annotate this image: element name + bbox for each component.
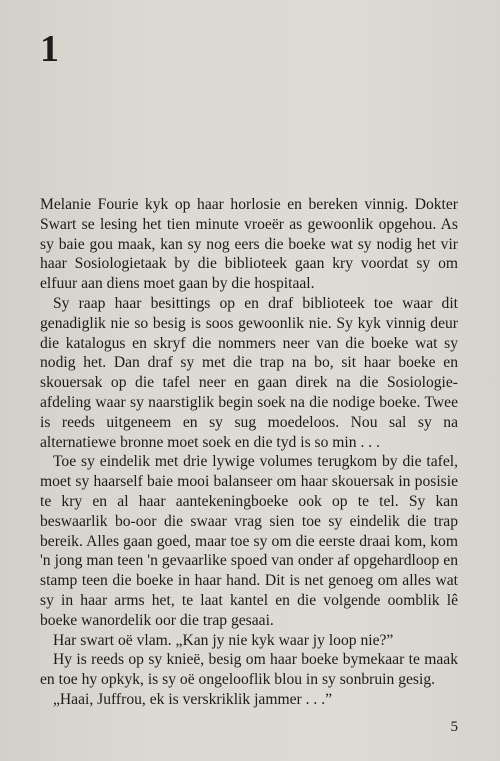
- paragraph-5: Hy is reeds op sy knieë, besig om haar boeke bymekaar te maak en toe hy opkyk, is sy oë ongelooflik blou in sy sonbruin gesig.: [40, 651, 458, 689]
- paragraph-6: „Haai, Juffrou, ek is verskriklik jammer . . .”: [53, 690, 333, 708]
- page-number: 5: [450, 719, 458, 735]
- paragraph-4: Har swart oë vlam. „Kan jy nie kyk waar jy loop nie?”: [53, 631, 394, 649]
- paragraph-2: Sy raap haar besittings op en draf biblioteek toe waar dit genadiglik nie so besig is soos gewoonlik nie. Sy kyk vinnig deur die katalogus en skryf die nommers neer van die boeke wat sy nodig het. Dan draf sy met die trap na bo, sit haar boeke en skouersak op die tafel neer en gaan direk na die Sosiologie-afdeling waar sy naarstiglik begin soek na die nodige boeke. Twee is reeds uitgeneem en sy sug moedeloos. Nou sal sy na alternatiewe bronne moet soek en die tyd is so min . . .: [40, 294, 458, 451]
- body-text: [40, 195, 458, 710]
- paragraph-1: Melanie Fourie kyk op haar horlosie en bereken vinnig. Dokter Swart se lesing het tien minute vroeër as gewoonlik opgehou. As sy baie gou maak, kan sy nog eers die boeke wat sy nodig het vir haar Sosiologietaak by die biblioteek gaan kry voordat sy om elfuur aan diens moet gaan by die hospitaal.: [40, 196, 458, 293]
- chapter-number: 1: [40, 28, 59, 70]
- paragraph-3: Toe sy eindelik met drie lywige volumes terugkom by die tafel, moet sy haarself baie mooi balanseer om haar skouersak in posisie te kry en al haar aantekeningboeke ook op te tel. Sy kan beswaarlik bo-oor die swaar vrag sien toe sy eindelik die trap bereik. Alles gaan goed, maar toe sy om die eerste draai kom, kom 'n jong man teen 'n gevaarlike spoed van onder af opgehardloop en stamp teen die boeke in haar hand. Dit is net genoeg om alles wat sy in haar arms het, te laat kantel en die volgende oomblik lê boeke wanordelik oor die trap gesaai.: [40, 453, 458, 629]
